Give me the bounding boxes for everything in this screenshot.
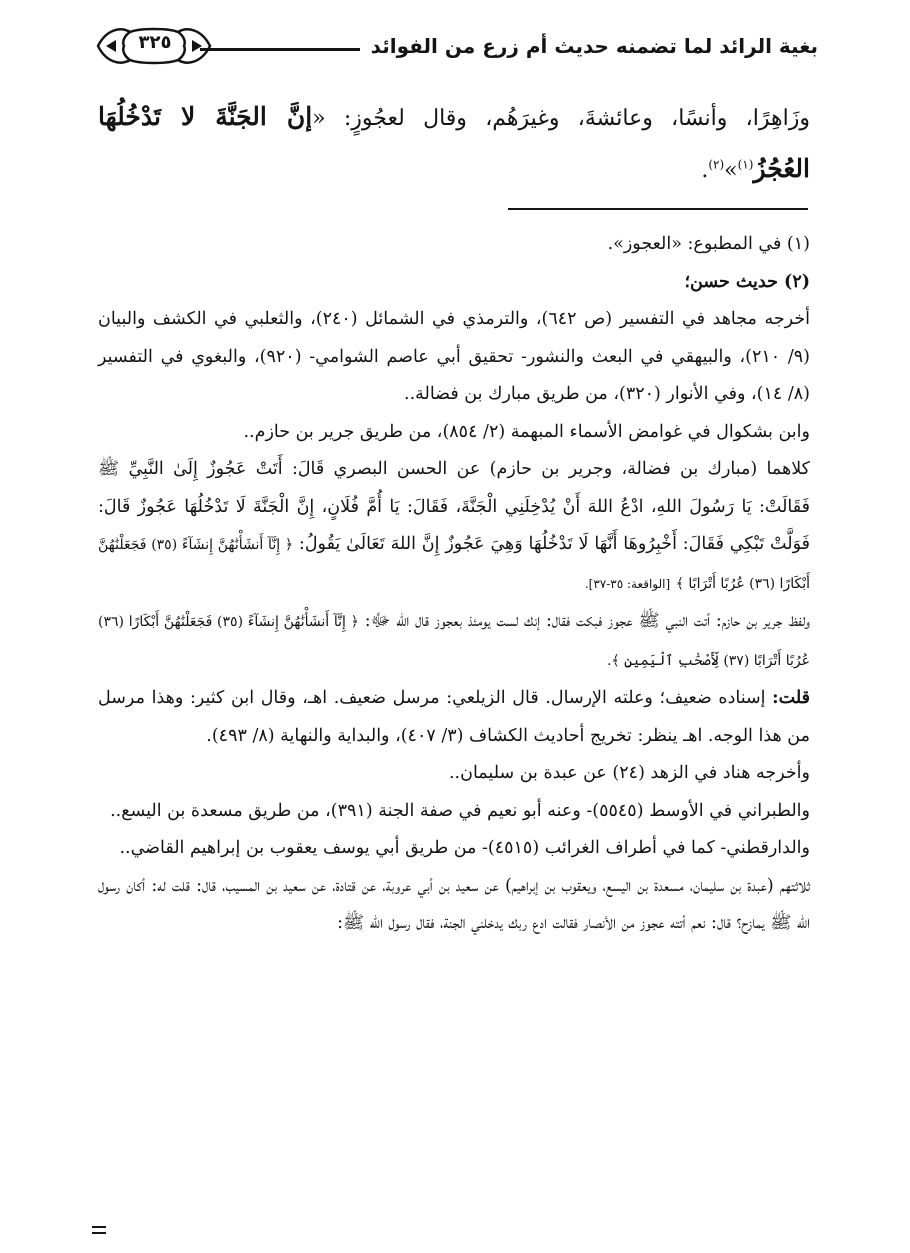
narration-text: ولفظ جرير بن حازم: أتت النبي ﷺ عجوز فبكت فقال: إنك لست يومئذ بعجوز قال الله ﷻ: xyxy=(364,611,810,631)
footnote-paragraph: والطبراني في الأوسط (٥٥٤٥)- وعنه أبو نعيم في صفة الجنة (٣٩١)، من طريق مسعدة بن اليسع.. xyxy=(110,800,810,821)
quote-close: » xyxy=(724,158,738,183)
header-rule xyxy=(200,48,360,51)
grading-label: قلت: xyxy=(772,688,810,708)
footnote-paragraph xyxy=(98,603,810,680)
grading-text: إسناده ضعيف؛ وعلته الإرسال. قال الزيلعي: مرسل ضعيف. اهـ، وقال ابن كثير: وهذا مرسل من هذا الوجه. اهـ ينظر: تخريج أحاديث الكشاف (٣/ ٤٠٧)، والبداية والنهاية (٨/ ٤٩٣). xyxy=(98,688,810,746)
footnote-1: (١) في المطبوع: «العجوز». xyxy=(607,234,810,254)
footnote-paragraph: ثلاثتهم (عبدة بن سليمان، مسعدة بن اليسع، ويعقوب بن إبراهيم) عن سعيد بن أبي عروبة، عن قتادة، عن سعيد بن المسيب، قال: قلت له: أكان رسول الله ﷺ يمازح؟ قال: نعم أتته عجوز من الأنصار فقالت ادع ربك يدخلني الجنة، فقال رسول الله ﷺ: xyxy=(98,875,810,933)
surah-reference: [الواقعة: ٣٥-٣٧]. xyxy=(584,576,671,591)
footnote-ref-1: (١) xyxy=(737,157,754,172)
quran-verse: ﴿ إِنَّآ أَنشَأْنَٰهُنَّ إِنشَآءً (٣٥) فَجَعَلْنَٰهُنَّ أَبْكَارًا (٣٦) عُرُبًا أَتْرَابًا (٣٧) لِّأَصْحَٰبِ ٱلْيَمِينِ ﴾. xyxy=(98,614,810,669)
hadith-text: كلاهما (مبارك بن فضالة، وجرير بن حازم) عن الحسن البصري قَالَ: أَتَتْ عَجُوزٌ إِلَىٰ النَّبِيِّ ﷺ فَقَالَتْ: يَا رَسُولَ اللهِ، ادْعُ اللهَ أَنْ يُدْخِلَنِي الْجَنَّةَ، فَقَالَ: يَا أُمَّ فُلَانٍ، إِنَّ الْجَنَّةَ لَا تَدْخُلُهَا عَجُوزٌ قَالَ: فَوَلَّتْ تَبْكِي فَقَالَ: أَخْبِرُوهَا أَنَّهَا لَا تَدْخُلُهَا وَهِيَ عَجُوزٌ إِنَّ اللهَ تَعَالَىٰ يَقُولُ: xyxy=(98,459,810,554)
footnote-paragraph xyxy=(98,680,810,755)
footnote-paragraph: أخرجه مجاهد في التفسير (ص ٦٤٢)، والترمذي في الشمائل (٢٤٠)، والثعلبي في الكشف والبيان (٩/ ٢١٠)، والبيهقي في البعث والنشور- تحقيق أبي عاصم الشوامي- (٩٢٠)، والبغوي في التفسير (٨/ ١٤)، وفي الأنوار (٣٢٠)، من طريق مبارك بن فضالة.. xyxy=(98,309,810,404)
quran-verse: ﴿ إِنَّآ أَنشَأْنَٰهُنَّ إِنشَآءً (٣٥) فَجَعَلْنَٰهُنَّ أَبْكَارًا (٣٦) عُرُبًا أَتْرَابًا ﴾ xyxy=(98,537,810,592)
continuation-mark xyxy=(92,1226,106,1238)
footnote-paragraph: والدارقطني- كما في أطراف الغرائب (٤٥١٥)- من طريق أبي يوسف يعقوب بن إبراهيم القاضي.. xyxy=(119,838,810,858)
footnote-2-heading: (٢) حديث حسن؛ xyxy=(684,271,810,292)
footnotes-block xyxy=(98,226,810,943)
main-lead-text: وزَاهِرًا، وأنسًا، وعائشةَ، وغيرَهُم، وقال لعجُوزٍ: « xyxy=(312,106,810,131)
footnote-paragraph xyxy=(98,451,810,603)
footnote-separator xyxy=(508,208,808,210)
footnote-paragraph: وأخرجه هناد في الزهد (٢٤) عن عبدة بن سليمان.. xyxy=(448,763,810,783)
running-head-title: بغية الرائد لما تضمنه حديث أم زرع من الفوائد xyxy=(370,34,818,58)
footnote-paragraph: وابن بشكوال في غوامض الأسماء المبهمة (٢/ ٨٥٤)، من طريق جرير بن حازم.. xyxy=(243,421,810,442)
sentence-end: . xyxy=(701,158,709,183)
page-number: ٣٢٥ xyxy=(138,32,172,53)
main-paragraph xyxy=(98,92,810,196)
footnote-ref-2: (٢) xyxy=(708,157,725,172)
hadith-quote: إنَّ الجَنَّةَ لا تَدْخُلُهَا العُجُزُ xyxy=(98,102,810,183)
